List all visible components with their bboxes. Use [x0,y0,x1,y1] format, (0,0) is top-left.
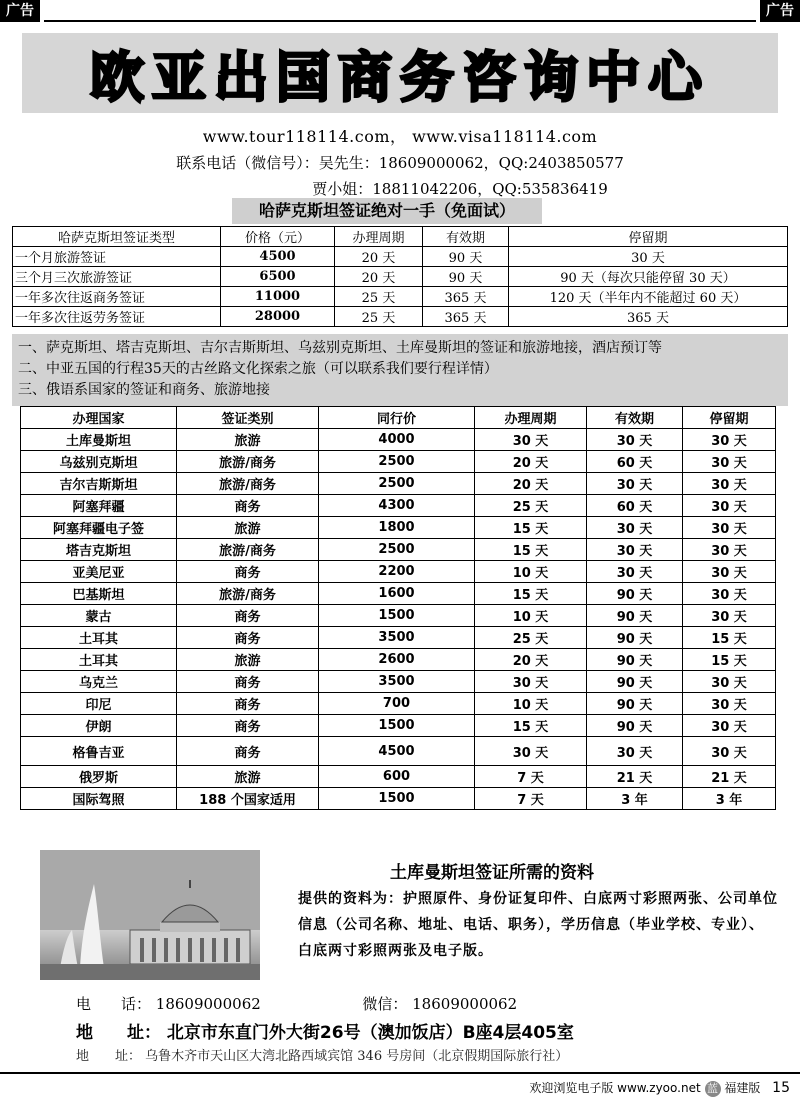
cell-price: 4500 [221,247,335,267]
wechat-number: 18609000062 [412,995,518,1013]
cell-stay: 15 天 [683,627,776,649]
cell-visa-type: 商务 [177,671,319,693]
cell-validity: 30 天 [587,473,683,495]
ad-label-right: 广告 [760,0,800,22]
cell-stay: 3 年 [683,788,776,810]
cell-visa-type: 商务 [177,561,319,583]
cell-price: 11000 [221,287,335,307]
table-row [13,267,788,287]
ad-label-left: 广告 [0,0,40,22]
cell-validity: 90 天 [423,247,509,267]
cell-country: 塔吉克斯坦 [21,539,177,561]
cell-price: 2200 [319,561,475,583]
cell-price: 700 [319,693,475,715]
cell-visa-type: 旅游/商务 [177,473,319,495]
cell-validity: 21 天 [587,766,683,788]
cell-stay: 21 天 [683,766,776,788]
phone-label: 电 话： [76,995,152,1013]
table-row [21,627,776,649]
cell-visa-type: 旅游/商务 [177,583,319,605]
building-photo [40,850,260,980]
address-text: 乌鲁木齐市天山区大湾北路西域宾馆 346 号房间（北京假期国际旅行社） [145,1049,569,1064]
table-row [21,539,776,561]
column-header: 办理国家 [21,407,177,429]
table-row [21,788,776,810]
cell-period: 20 天 [475,473,587,495]
cell-country: 俄罗斯 [21,766,177,788]
cell-period: 15 天 [475,539,587,561]
cell-price: 1800 [319,517,475,539]
kazakhstan-section-title: 哈萨克斯坦签证绝对一手（免面试） [232,198,542,224]
cell-stay: 30 天 [683,605,776,627]
footer-phone-line [76,993,517,1014]
cell-type: 一年多次往返商务签证 [13,287,221,307]
cell-period: 15 天 [475,715,587,737]
cell-period: 10 天 [475,561,587,583]
column-header: 哈萨克斯坦签证类型 [13,227,221,247]
cell-price: 6500 [221,267,335,287]
contact-block [0,124,800,199]
cell-price: 2500 [319,451,475,473]
table-row [13,247,788,267]
cell-visa-type: 旅游/商务 [177,539,319,561]
cell-country: 格鲁吉亚 [21,737,177,766]
cell-visa-type: 旅游 [177,649,319,671]
cell-validity: 90 天 [587,715,683,737]
cell-period: 20 天 [335,247,423,267]
cell-visa-type: 商务 [177,737,319,766]
address-text: 北京市东直门外大街26号（澳加饭店）B座4层405室 [166,1023,574,1043]
table-row [21,561,776,583]
cell-visa-type: 商务 [177,693,319,715]
cell-stay: 90 天（每次只能停留 30 天） [509,267,788,287]
cell-validity: 90 天 [587,583,683,605]
cell-validity: 90 天 [587,693,683,715]
cell-country: 阿塞拜疆 [21,495,177,517]
cell-period: 20 天 [475,451,587,473]
service-item: 三、俄语系国家的签证和商务、旅游地接 [18,382,270,398]
table-row [21,671,776,693]
cell-price: 1500 [319,788,475,810]
banner-title: 欧亚出国商务咨询中心 [90,45,710,109]
cell-visa-type: 旅游/商务 [177,451,319,473]
cell-validity: 60 天 [587,451,683,473]
cell-visa-type: 商务 [177,627,319,649]
cell-period: 20 天 [335,267,423,287]
cell-period: 30 天 [475,671,587,693]
table-header-row [21,407,776,429]
cell-stay: 30 天 [509,247,788,267]
cell-period: 7 天 [475,766,587,788]
cell-country: 伊朗 [21,715,177,737]
cell-visa-type: 188 个国家适用 [177,788,319,810]
address-label: 地 址： [76,1023,161,1043]
cell-price: 2500 [319,539,475,561]
column-header: 停留期 [509,227,788,247]
cell-country: 土耳其 [21,627,177,649]
cell-type: 三个月三次旅游签证 [13,267,221,287]
cell-price: 1500 [319,715,475,737]
page-footer-bar [0,1072,800,1100]
cell-type: 一个月旅游签证 [13,247,221,267]
cell-price: 1500 [319,605,475,627]
table-row [21,693,776,715]
publisher-logo-icon: 蓝 [705,1081,721,1097]
table-row [21,517,776,539]
cell-stay: 120 天（半年内不能超过 60 天） [509,287,788,307]
table-header-row [13,227,788,247]
cell-visa-type: 商务 [177,495,319,517]
cell-validity: 90 天 [587,671,683,693]
banner [22,33,778,113]
cell-period: 15 天 [475,583,587,605]
top-rule [44,20,756,22]
website-link-tour[interactable]: www.tour118114.com [202,127,390,146]
cell-type: 一年多次往返劳务签证 [13,307,221,327]
cell-country: 吉尔吉斯斯坦 [21,473,177,495]
wechat-label: 微信： [362,995,408,1013]
footer-site-text: 欢迎浏览电子版 www.zyoo.net [529,1081,701,1095]
cell-price: 4300 [319,495,475,517]
cell-price: 4500 [319,737,475,766]
table-row [13,287,788,307]
cell-stay: 365 天 [509,307,788,327]
cell-visa-type: 商务 [177,605,319,627]
cell-price: 3500 [319,671,475,693]
cell-price: 2600 [319,649,475,671]
cell-country: 乌兹别克斯坦 [21,451,177,473]
cell-period: 15 天 [475,517,587,539]
table-row [21,583,776,605]
column-header: 签证类别 [177,407,319,429]
cell-visa-type: 旅游 [177,429,319,451]
service-item: 一、萨克斯坦、塔吉克斯坦、吉尔吉斯斯坦、乌兹别克斯坦、土库曼斯坦的签证和旅游地接，酒店预订等 [18,340,662,356]
cell-stay: 30 天 [683,429,776,451]
address-label: 地 址： [76,1049,142,1064]
cell-country: 阿塞拜疆电子签 [21,517,177,539]
services-list [12,334,788,406]
column-header: 有效期 [423,227,509,247]
cell-stay: 30 天 [683,495,776,517]
table-row [21,715,776,737]
cell-visa-type: 旅游 [177,517,319,539]
cell-price: 600 [319,766,475,788]
cell-stay: 30 天 [683,451,776,473]
cell-country: 巴基斯坦 [21,583,177,605]
footer-address-beijing [76,1018,574,1043]
cell-validity: 90 天 [587,627,683,649]
cell-stay: 15 天 [683,649,776,671]
cell-country: 土耳其 [21,649,177,671]
cell-price: 28000 [221,307,335,327]
cell-period: 25 天 [475,627,587,649]
cell-stay: 30 天 [683,561,776,583]
cell-visa-type: 商务 [177,715,319,737]
requirements-title: 土库曼斯坦签证所需的资料 [390,863,594,883]
table-row [21,495,776,517]
phone-number: 18609000062 [155,995,261,1013]
edition-label: 福建版 [724,1081,761,1095]
table-row [21,429,776,451]
cell-validity: 30 天 [587,429,683,451]
cell-price: 1600 [319,583,475,605]
column-header: 价格（元） [221,227,335,247]
cell-validity: 30 天 [587,737,683,766]
cell-validity: 365 天 [423,287,509,307]
table-row [21,473,776,495]
cell-price: 4000 [319,429,475,451]
column-header: 同行价 [319,407,475,429]
cell-validity: 90 天 [587,605,683,627]
cell-country: 亚美尼亚 [21,561,177,583]
cell-validity: 30 天 [587,561,683,583]
requirements-text: 提供的资料为：护照原件、身份证复印件、白底两寸彩照两张、公司单位信息（公司名称、地址、电话、职务），学历信息（毕业学校、专业）、白底两寸彩照两张及电子版。 [298,891,778,959]
footer-address-urumqi [76,1045,568,1064]
cell-country: 土库曼斯坦 [21,429,177,451]
website-links [0,124,800,147]
table-row [13,307,788,327]
cell-validity: 90 天 [587,649,683,671]
cell-country: 乌克兰 [21,671,177,693]
table-row [21,649,776,671]
cell-country: 蒙古 [21,605,177,627]
cell-validity: 3 年 [587,788,683,810]
cell-stay: 30 天 [683,671,776,693]
table-row [21,605,776,627]
column-header: 办理周期 [335,227,423,247]
website-link-visa[interactable]: www.visa118114.com [412,127,598,146]
cell-validity: 30 天 [587,539,683,561]
cell-period: 20 天 [475,649,587,671]
cell-period: 7 天 [475,788,587,810]
cell-period: 25 天 [475,495,587,517]
cell-price: 2500 [319,473,475,495]
cell-stay: 30 天 [683,473,776,495]
cell-stay: 30 天 [683,539,776,561]
cell-period: 25 天 [335,307,423,327]
page-number: 15 [772,1080,790,1096]
page-footer-content [529,1079,790,1097]
cell-stay: 30 天 [683,715,776,737]
cell-stay: 30 天 [683,583,776,605]
building-illustration [40,850,260,980]
cell-validity: 30 天 [587,517,683,539]
table-row [21,766,776,788]
cell-period: 30 天 [475,737,587,766]
table-row [21,737,776,766]
table-row [21,451,776,473]
url-separator: ， [390,127,407,146]
cell-validity: 90 天 [423,267,509,287]
column-header: 停留期 [683,407,776,429]
contact-phone-line-2: 贾小姐：18811042206，QQ:535836419 [312,180,608,198]
cell-period: 25 天 [335,287,423,307]
cell-stay: 30 天 [683,737,776,766]
cell-period: 30 天 [475,429,587,451]
cell-visa-type: 旅游 [177,766,319,788]
visa-price-table [20,406,776,810]
column-header: 有效期 [587,407,683,429]
service-item: 二、中亚五国的行程35天的古丝路文化探索之旅（可以联系我们要行程详情） [18,361,498,377]
contact-phone-line-1: 联系电话（微信号）：吴先生：18609000062，QQ:2403850577 [176,154,624,172]
cell-validity: 60 天 [587,495,683,517]
column-header: 办理周期 [475,407,587,429]
cell-validity: 365 天 [423,307,509,327]
cell-stay: 30 天 [683,693,776,715]
cell-period: 10 天 [475,693,587,715]
cell-price: 3500 [319,627,475,649]
cell-country: 印尼 [21,693,177,715]
kazakhstan-visa-table [12,226,788,327]
cell-stay: 30 天 [683,517,776,539]
cell-country: 国际驾照 [21,788,177,810]
cell-period: 10 天 [475,605,587,627]
